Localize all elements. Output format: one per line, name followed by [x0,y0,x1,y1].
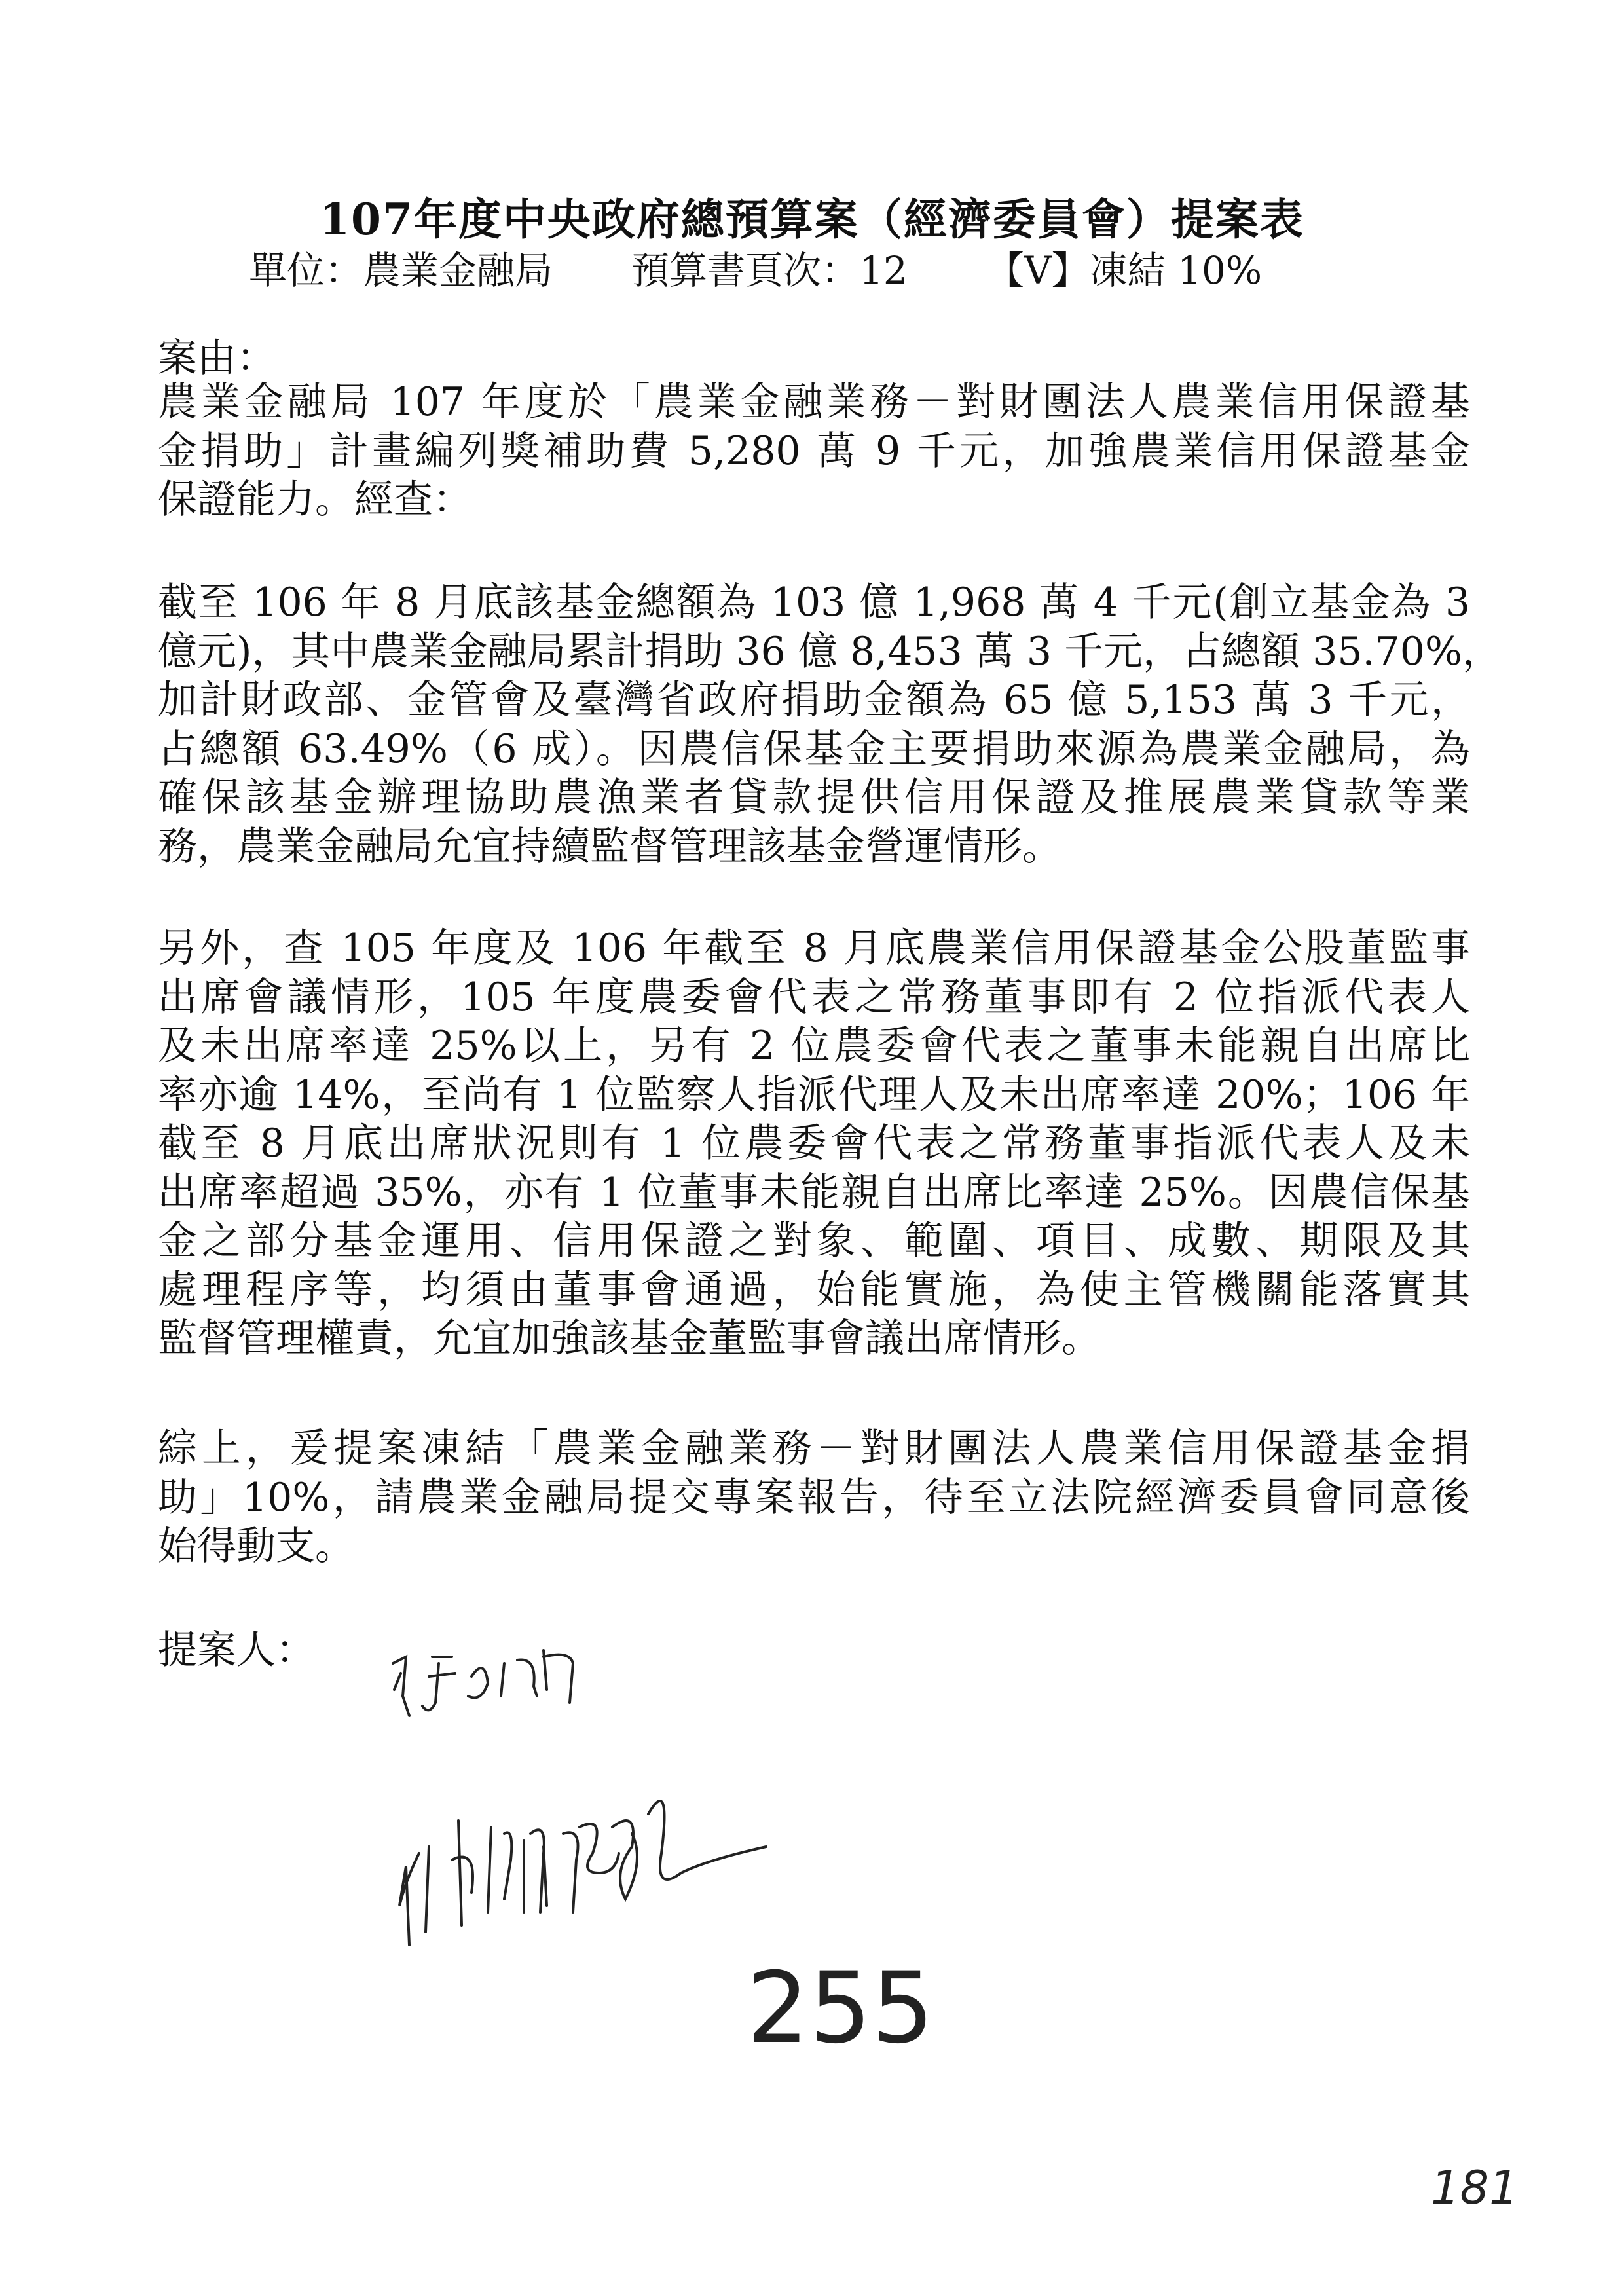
unit-label: 單位：農業金融局 [249,248,553,293]
proposer-label: 提案人： [158,1627,315,1673]
paragraph-line: 始得動支。 [158,1523,354,1569]
paragraph-line: 出席會議情形，105 年度農委會代表之常務董事即有 2 位指派代表人 [158,974,1470,1020]
freeze-action-label: 【V】凍結 10% [986,248,1263,293]
paragraph-line: 綜上，爰提案凍結「農業金融業務－對財團法人農業信用保證基金捐 [158,1426,1470,1472]
budget-page-label: 預算書頁次：12 [631,248,908,293]
paragraph-line: 金之部分基金運用、信用保證之對象、範圍、項目、成數、期限及其 [158,1218,1470,1264]
paragraph-line: 億元)，其中農業金融局累計捐助 36 億 8,453 萬 3 千元，占總額 35.70%， [158,628,1502,675]
paragraph-line: 處理程序等，均須由董事會通過，始能實施，為使主管機關能落實其 [158,1267,1470,1313]
paragraph-line: 務，農業金融局允宜持續監督管理該基金營運情形。 [158,823,1061,870]
signature-2 [399,1801,766,1945]
paragraph-line: 截至 8 月底出席狀況則有 1 位農委會代表之常務董事指派代表人及未 [158,1120,1470,1166]
paragraph-line: 金捐助」計畫編列獎補助費 5,280 萬 9 千元，加強農業信用保證基金 [158,428,1470,474]
paragraph-line: 監督管理權責，允宜加強該基金董監事會議出席情形。 [158,1316,1101,1361]
paragraph-line: 另外，查 105 年度及 106 年截至 8 月底農業信用保證基金公股董監事 [158,925,1470,971]
handwritten-count: 255 [747,1952,934,2065]
paragraph-line: 助」10%，請農業金融局提交專案報告，待至立法院經濟委員會同意後 [158,1474,1470,1521]
paragraph-line: 加計財政部、金管會及臺灣省政府捐助金額為 65 億 5,153 萬 3 千元， [158,677,1470,723]
paragraph-line: 及未出席率達 25%以上，另有 2 位農委會代表之董事未能親自出席比 [158,1023,1470,1069]
signature-1 [393,1650,573,1716]
paragraph-line: 率亦逾 14%，至尚有 1 位監察人指派代理人及未出席率達 20%；106 年 [158,1071,1470,1118]
paragraph-line: 農業金融局 107 年度於「農業金融業務－對財團法人農業信用保證基 [158,379,1470,425]
document-title: 107年度中央政府總預算案（經濟委員會）提案表 [320,194,1304,245]
reason-label: 案由： [158,335,276,381]
paragraph-line: 保證能力。經查： [158,477,472,523]
paragraph-line: 截至 106 年 8 月底該基金總額為 103 億 1,968 萬 4 千元(創立基金為 3 [158,580,1470,625]
page-number: 181 [1431,2161,1519,2215]
paragraph-line: 出席率超過 35%，亦有 1 位董事未能親自出席比率達 25%。因農信保基 [158,1169,1470,1215]
paragraph-line: 占總額 63.49%（6 成）。因農信保基金主要捐助來源為農業金融局，為 [158,726,1470,772]
paragraph-line: 確保該基金辦理協助農漁業者貸款提供信用保證及推展農業貸款等業 [158,775,1470,821]
